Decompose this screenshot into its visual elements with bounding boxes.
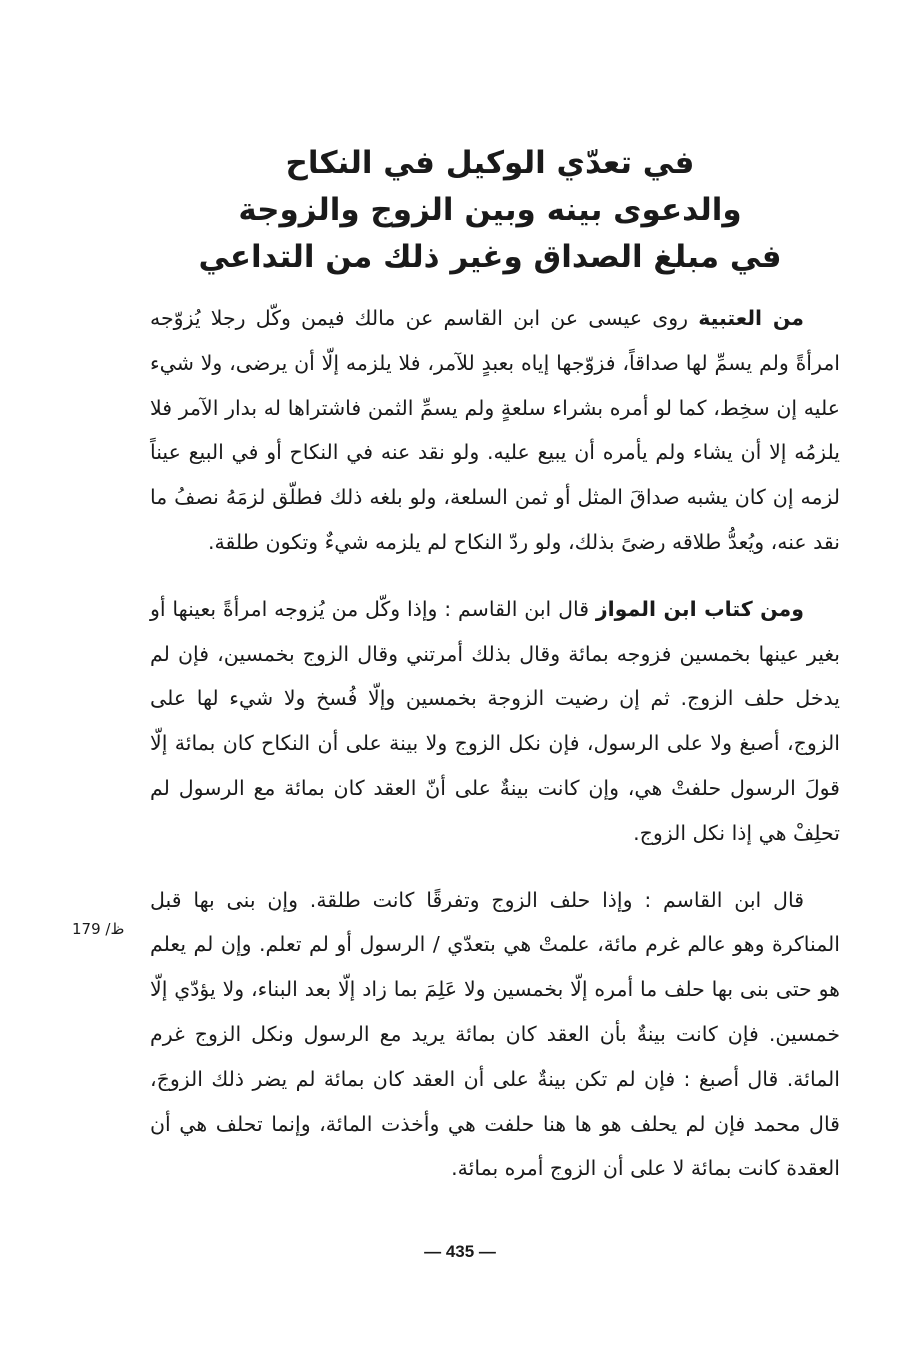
chapter-title xyxy=(150,140,830,281)
paragraph-3 xyxy=(150,878,840,1192)
paragraph-text-1: روى عيسى عن ابن القاسم عن مالك فيمن وكّل رجلا يُزوّجه امرأةً ولم يسمِّ لها صداقاً، فزوّجها إياه بعبدٍ للآمر، فلا يلزمه إلّا أن يرضى، ولا شيء عليه إن سخِط، كما لو أمره بشراء سلعةٍ ولم يسمِّ الثمن فاشتراها له بدار الآمر فلا يلزمُه إلا أن يشاء ولم يأمره أن يبيع عليه. ولو نقد عنه في النكاح أو في البيع عيناً لزمه إن كان يشبه صداقَ المثل أو ثمن السلعة، ولو بلغه ذلك فطلّق لزمَهُ نصفُ ما نقد عنه، ويُعدُّ طلاقه رضىً بذلك، ولو ردّ النكاح لم يلزمه شيءٌ وتكون طلقة. xyxy=(150,306,840,554)
title-line-1: في تعدّي الوكيل في النكاح xyxy=(285,145,695,181)
title-line-2: والدعوى بينه وبين الزوج والزوجة xyxy=(238,192,742,228)
paragraph-text-2: قال ابن القاسم : وإذا وكّل من يُزوجه امرأةً بعينها أو بغير عينها بخمسين فزوجه بمائة وقال بذلك أمرتني وقال الزوج بخمسين، فإن لم يدخل حلف الزوج. ثم إن رضيت الزوجة بخمسين وإلّا فُسخ ولا شيء لها على الزوج، أصبغ ولا على الرسول، فإن نكل الزوج ولا بينة على أن النكاح كان بمائة إلّا قولَ الرسول حلفتْ هي، وإن كانت بينةٌ على أنّ العقد كان بمائة مع الرسول لم تحلِفْ هي إذا نكل الزوج. xyxy=(150,596,840,845)
manuscript-folio-note: ظ/ 179 xyxy=(72,920,125,938)
body-text xyxy=(150,296,840,1213)
paragraph-1 xyxy=(150,296,840,565)
source-reference-2: ومن كتاب ابن المواز xyxy=(595,596,804,621)
source-reference-1: من العتبية xyxy=(698,306,804,330)
page-number: — 435 — xyxy=(424,1242,496,1261)
title-line-3: في مبلغ الصداق وغير ذلك من التداعي xyxy=(198,239,782,275)
paragraph-2 xyxy=(150,587,840,856)
paragraph-text-3: قال ابن القاسم : وإذا حلف الزوج وتفرقًا كانت طلقة. وإن بنى بها قبل المناكرة وهو عالم غرم مائة، علمتْ هي بتعدّي / الرسول أو لم تعلم. وإن لم يعلم هو حتى بنى بها حلف ما أمره إلّا بخمسين ولا عَلِمَ بما زاد إلّا بعد البناء، ولا يؤدّي إلّا خمسين. فإن كانت بينةٌ بأن العقد كان بمائة يريد مع الرسول ونكل الزوج غرم المائة. قال أصبغ : فإن لم تكن بينةٌ على أن العقد كان بمائة لم يضر ذلك الزوجَ، قال محمد فإن لم يحلف هو ها هنا حلفت هي وأخذت المائة، وإنما تحلف هي أن العقدة كانت بمائة لا على أن الزوج أمره بمائة. xyxy=(150,887,840,1181)
